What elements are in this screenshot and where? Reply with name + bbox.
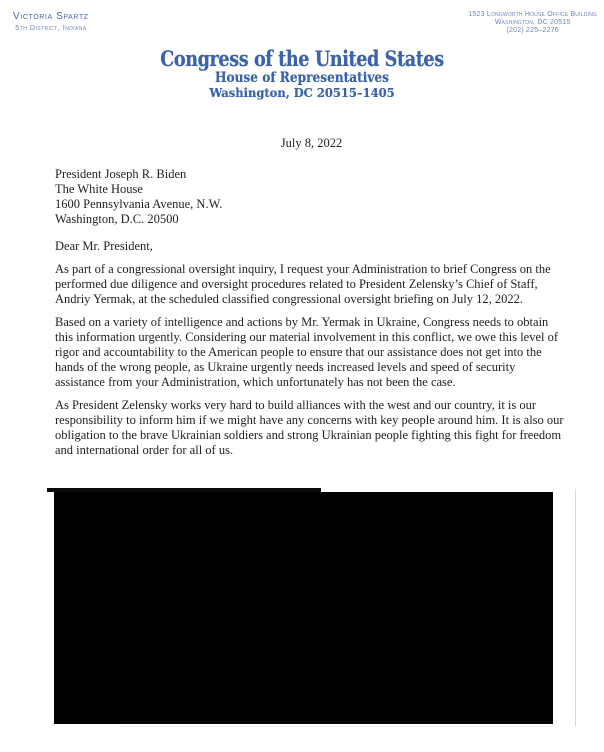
- recipient-org: The White House: [55, 182, 143, 196]
- redacted-block: [54, 492, 553, 724]
- body-paragraph: Based on a variety of intelligence and actions by Mr. Yermak in Ukraine, Congress needs to obtain this information urgently. Considering our material involvement in this conflict, we owe this level of rigor and accountability to the American people to ensure that our assistance does not get into the hands of the wrong people, as Ukraine urgently needs increased levels and speed of security assistance from your Administration, which unfortunately has not been the case.: [55, 315, 559, 389]
- office-address-line: 1523 Longworth House Office Building: [468, 11, 597, 18]
- member-district: 5th District, Indiana: [15, 23, 87, 32]
- body-paragraph: As President Zelensky works very hard to build alliances with the west and our country, it is our responsibility to inform him if we might have any concerns with key people around him. It is also our obligation to the brave Ukrainian soldiers and strong Ukrainian people fighting this fight for freedom and international order for all of us.: [55, 398, 564, 457]
- letter-paragraphs: [55, 262, 568, 458]
- recipient-address-block: [55, 167, 568, 227]
- salutation: Dear Mr. President,: [55, 239, 153, 253]
- recipient-city: Washington, D.C. 20500: [55, 212, 179, 226]
- letter-content: [55, 0, 568, 458]
- letter-date: July 8, 2022: [280, 136, 343, 150]
- masthead-city-line: Washington, DC 20515–1405: [209, 85, 395, 100]
- office-city-line: Washington, DC 20515: [494, 19, 571, 26]
- member-name: Victoria Spartz: [13, 11, 89, 22]
- masthead-subtitle: House of Representatives: [215, 70, 389, 86]
- scan-artifact-horizontal-line: [120, 726, 553, 727]
- office-phone-line: (202) 225–2276: [506, 27, 559, 34]
- recipient-name: President Joseph R. Biden: [55, 167, 187, 181]
- scan-artifact-vertical-line: [575, 489, 576, 726]
- body-paragraph: As part of a congressional oversight inquiry, I request your Administration to brief Congress on the performed due diligence and oversight procedures related to President Zelensky’s Chief of Staff, Andriy Yermak, at the scheduled classified congressional oversight briefing on July 12, 2022.: [55, 262, 551, 306]
- recipient-street: 1600 Pennsylvania Avenue, N.W.: [55, 197, 223, 211]
- masthead-title: Congress of the United States: [160, 46, 444, 71]
